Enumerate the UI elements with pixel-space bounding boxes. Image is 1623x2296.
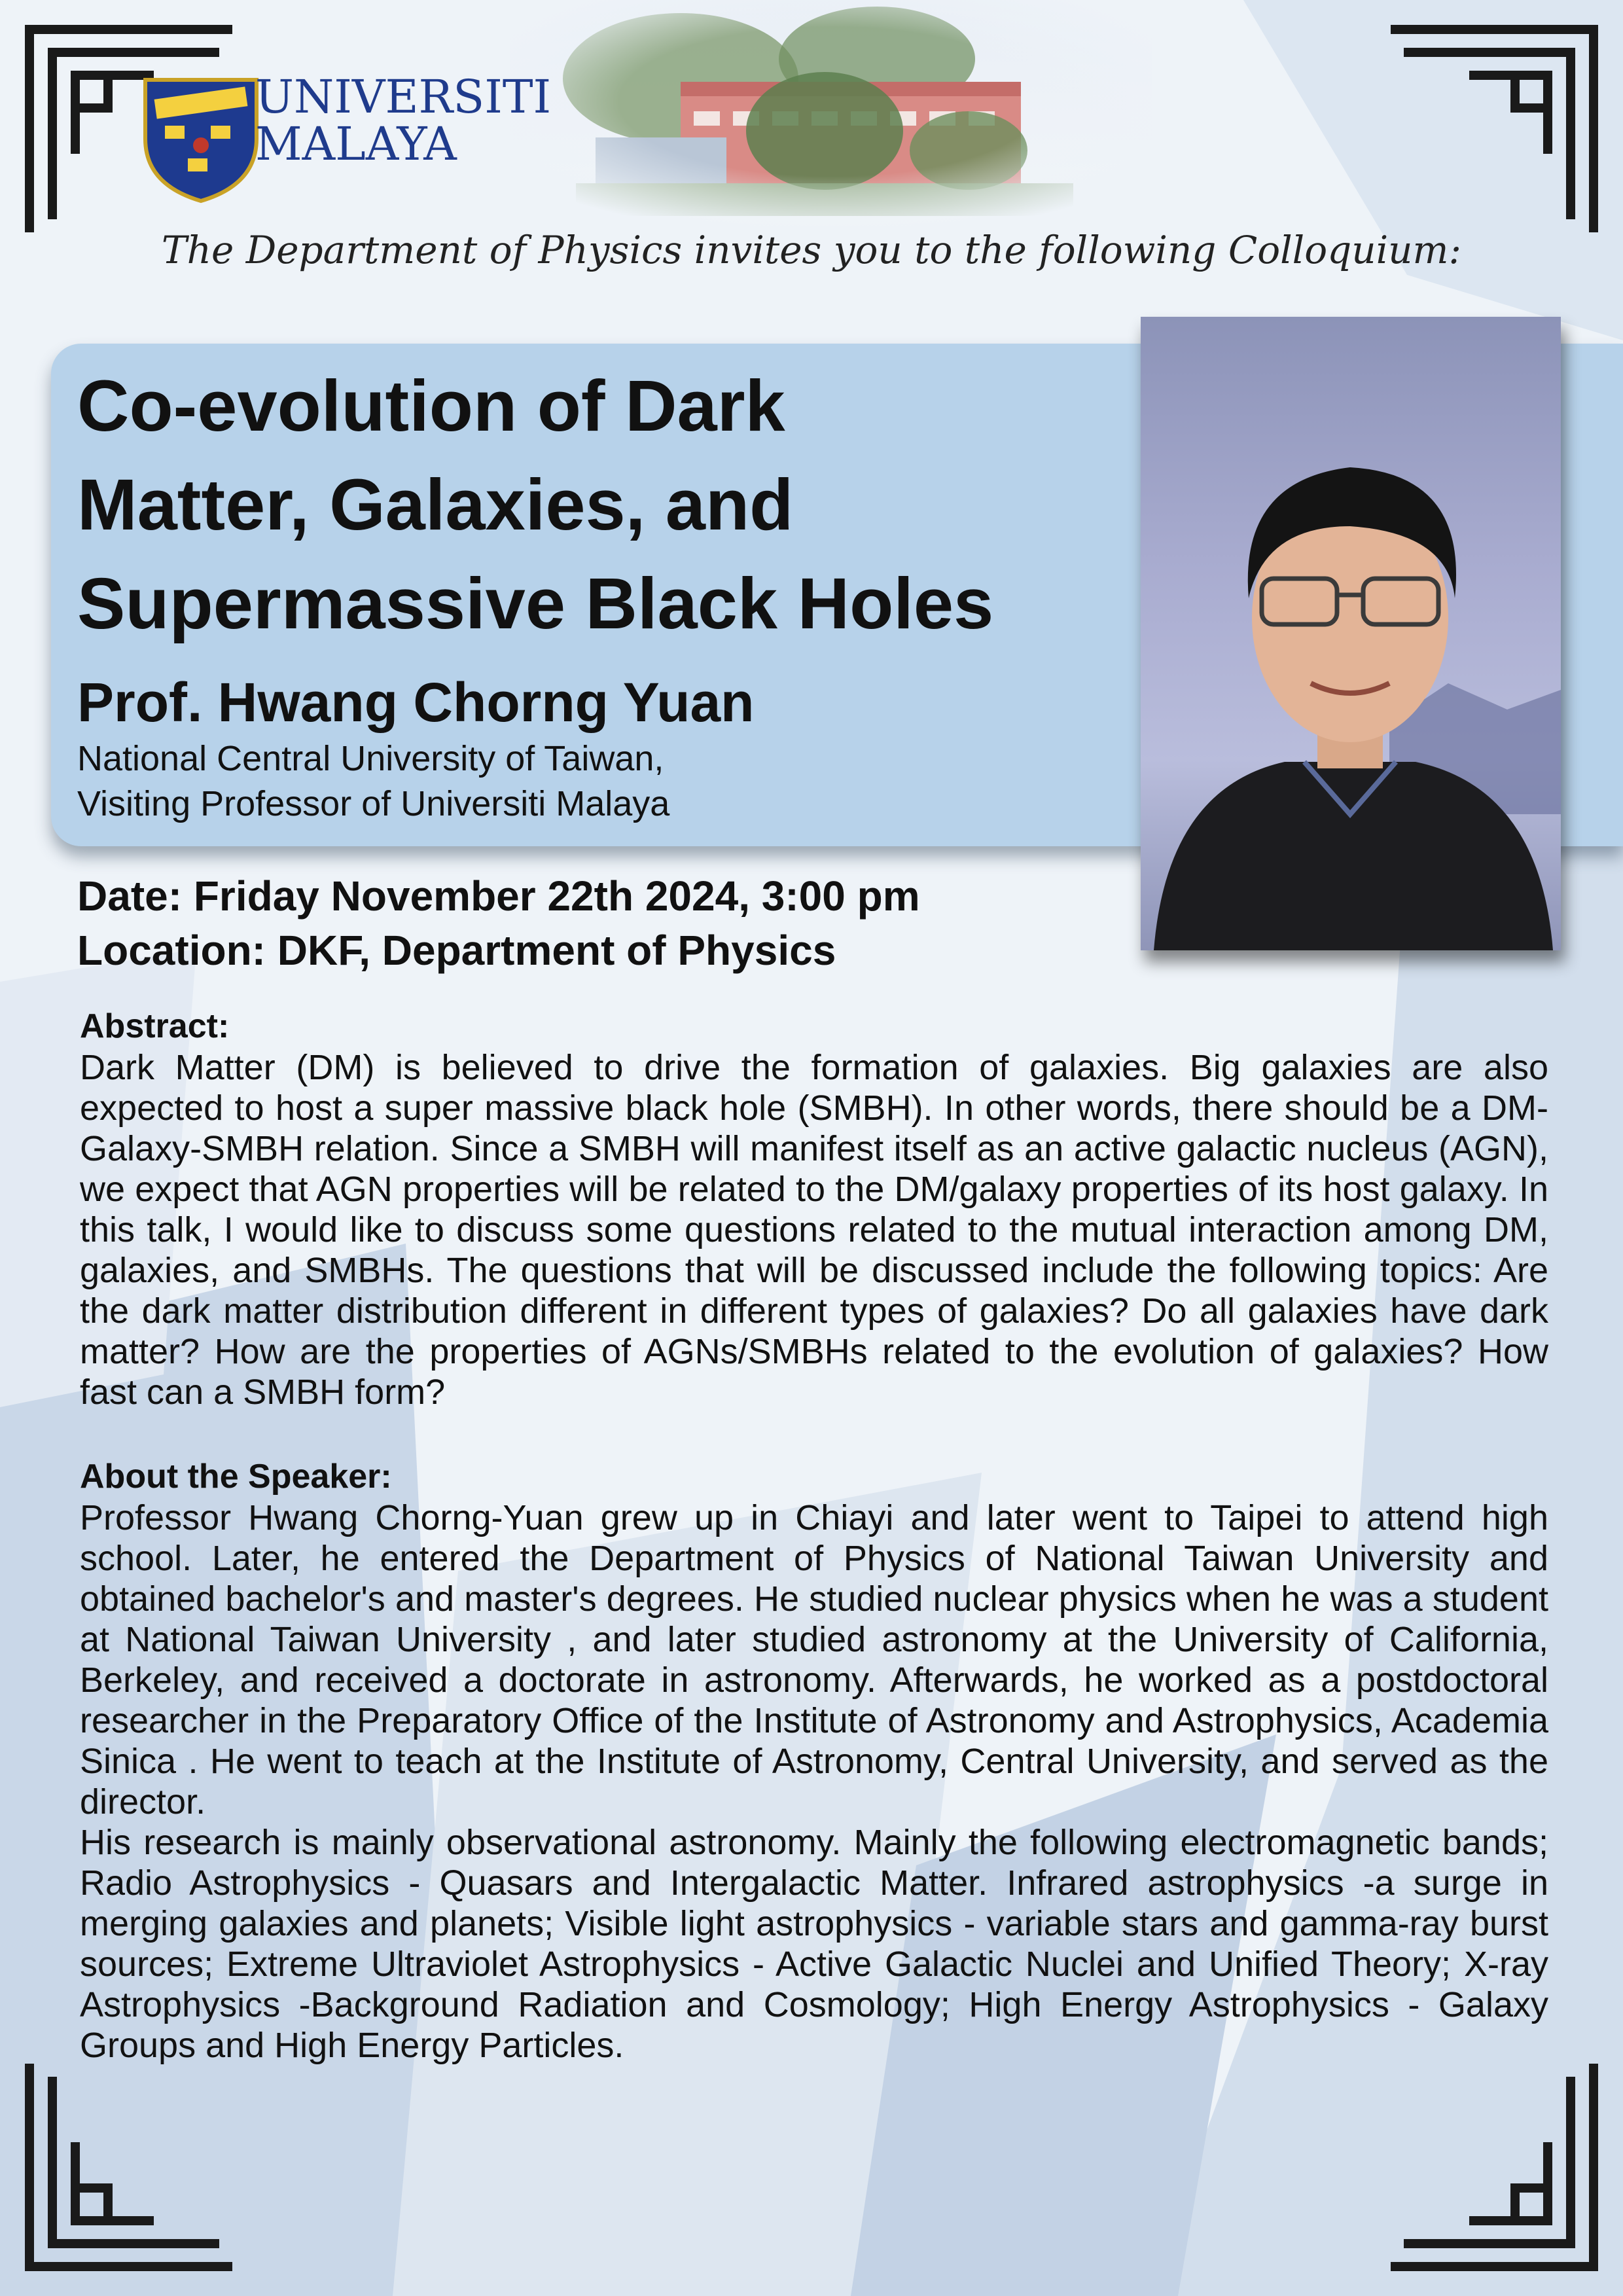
about-speaker-paragraph-1: Professor Hwang Chorng-Yuan grew up in Chiayi and later went to Taipei to attend high school. Later, he entered the Department of Physics of National Taiwan University and obtained bachelor's and master's degrees. He studied nuclear physics when he was a student at National Taiwan University , and later studied astronomy at the University of California, Berkeley, and received a doctorate in astronomy. Afterwards, he worked as a postdoctoral researcher in the Preparatory Office of the Institute of Astronomy and Astrophysics, Academia Sinica . He went to teach at the Institute of Astronomy, Central University, and served as the director. bbox=[80, 1498, 1548, 1821]
affiliation-line-1: National Central University of Taiwan, bbox=[77, 739, 664, 778]
event-location: Location: DKF, Department of Physics bbox=[77, 927, 836, 974]
about-speaker-paragraph-2: His research is mainly observational astronomy. Mainly the following electromagnetic bands; Radio Astrophysics - Quasars and Intergalactic Matter. Infrared astrophysics -a surge in merging galaxies and planets; Visible light astrophysics - variable stars and gamma-ray burst sources; Extreme Ultraviolet Astrophysics - Active Galactic Nuclei and Unified Theory; X-ray Astrophysics -Background Radiation and Cosmology; High Energy Astrophysics - Galaxy Groups and High Energy Particles. bbox=[80, 1823, 1548, 2065]
title-line-1: Co-evolution of Dark bbox=[77, 366, 785, 446]
invitation-line: The Department of Physics invites you to the following Colloquium: bbox=[161, 228, 1462, 272]
event-details bbox=[77, 869, 920, 978]
corner-ornament-bottom-right bbox=[1384, 2057, 1600, 2273]
corner-ornament-top-right bbox=[1384, 23, 1600, 239]
speaker-affiliation bbox=[77, 736, 669, 827]
speaker-photo bbox=[1141, 317, 1561, 950]
title-line-3: Supermassive Black Holes bbox=[77, 564, 994, 644]
abstract-text: Dark Matter (DM) is believed to drive the formation of galaxies. Big galaxies are also expected to host a super massive black hole (SMBH). In other words, there should be a DM-Galaxy-SMBH relation. Since a SMBH will manifest itself as an active galactic nucleus (AGN), we expect that AGN properties will be related to the DM/galaxy properties of its host galaxy. In this talk, I would like to discuss some questions related to the mutual interaction among DM, galaxies, and SMBHs. The questions that will be discussed include the following topics: Are the dark matter distribution different in different types of galaxies? Do all galaxies have dark matter? How are the properties of AGNs/SMBHs related to the evolution of galaxies? How fast can a SMBH form? bbox=[80, 1048, 1548, 1412]
abstract-heading: Abstract: bbox=[80, 1007, 230, 1045]
talk-title bbox=[77, 357, 1150, 653]
event-date: Date: Friday November 22th 2024, 3:00 pm bbox=[77, 872, 920, 920]
university-name-line1: UNIVERSITI bbox=[255, 70, 552, 124]
university-logo bbox=[139, 70, 584, 204]
affiliation-line-2: Visiting Professor of Universiti Malaya bbox=[77, 784, 670, 823]
about-speaker-heading: About the Speaker: bbox=[80, 1458, 392, 1496]
speaker-name: Prof. Hwang Chorng Yuan bbox=[77, 672, 755, 733]
speaker-portrait-graphic bbox=[1141, 317, 1561, 950]
corner-ornament-bottom-left bbox=[23, 2057, 239, 2273]
crest-icon bbox=[139, 73, 263, 204]
university-name-line2: MALAYA bbox=[255, 117, 457, 171]
campus-building-image bbox=[510, 0, 1152, 226]
title-line-2: Matter, Galaxies, and bbox=[77, 465, 794, 545]
